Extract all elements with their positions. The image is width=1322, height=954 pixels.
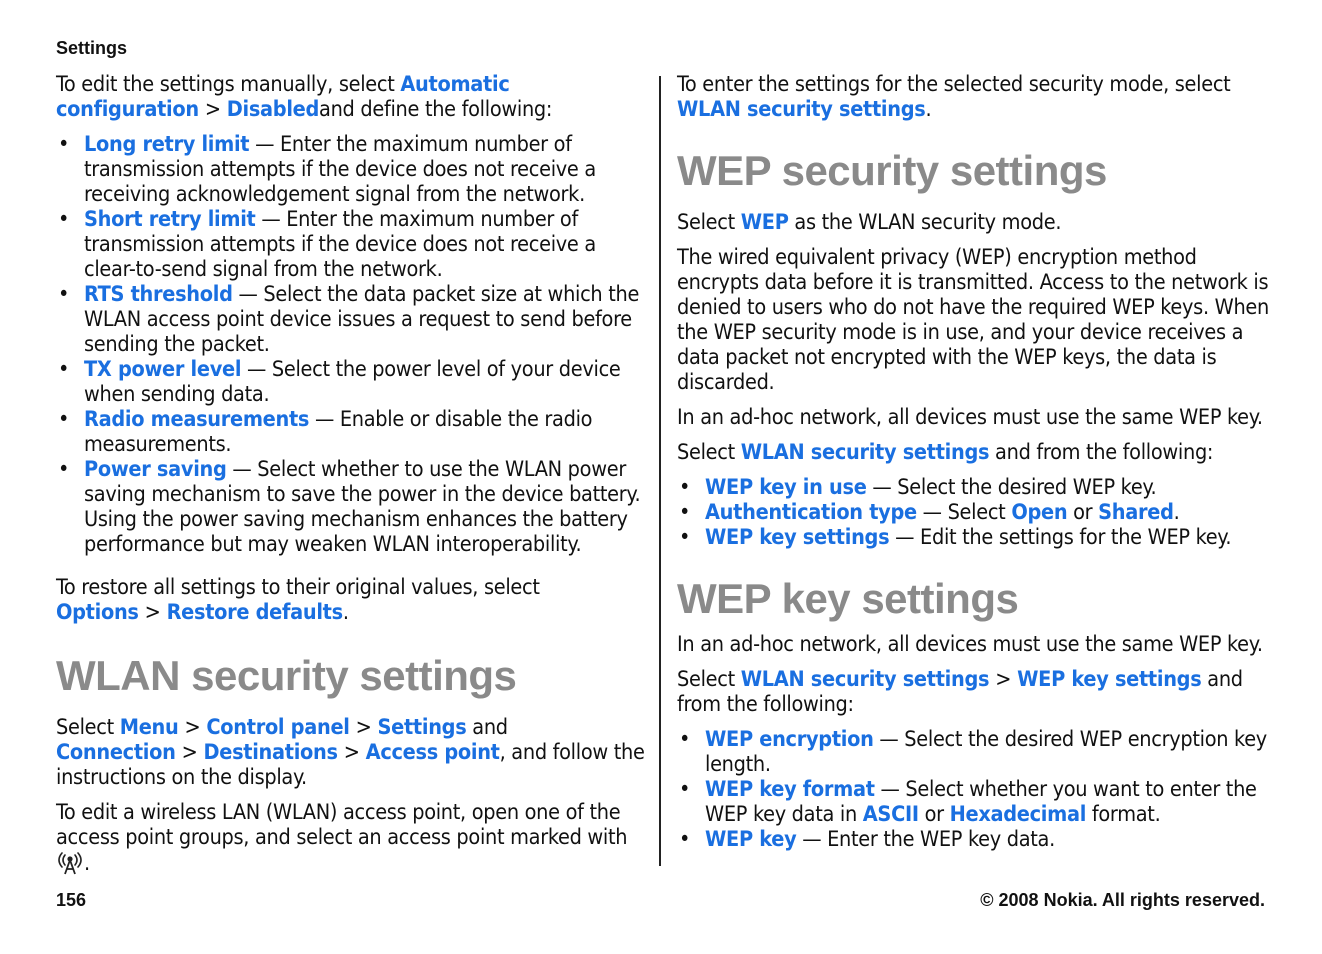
- left-column: [56, 72, 646, 892]
- link-wlan-security-settings[interactable]: WLAN security settings: [740, 667, 990, 692]
- link-restore-defaults[interactable]: Restore defaults: [166, 600, 343, 625]
- edit-ap-text-end: .: [84, 851, 90, 876]
- item-description: — Select whether to use the WLAN power saving mechanism to save the power in the device battery. Using the power saving mechanism enhances the battery performance but may weaken WLAN interoperability.: [84, 457, 641, 557]
- link-shared[interactable]: Shared: [1098, 500, 1174, 525]
- enter-text: To enter the settings for the selected security mode, select: [677, 72, 1231, 97]
- restore-paragraph: [56, 575, 646, 625]
- link-hexadecimal[interactable]: Hexadecimal: [949, 802, 1087, 827]
- item-description: — Enter the WEP key data.: [796, 827, 1055, 852]
- path-separator: >: [355, 715, 372, 740]
- item-description: — Edit the settings for the WEP key.: [889, 525, 1232, 550]
- link-radio-measurements[interactable]: Radio measurements: [84, 407, 310, 432]
- link-options[interactable]: Options: [56, 600, 139, 625]
- link-wlan-security-settings[interactable]: WLAN security settings: [677, 97, 926, 122]
- copyright-notice: © 2008 Nokia. All rights reserved.: [980, 890, 1265, 910]
- list-item: [56, 357, 646, 407]
- adhoc-paragraph: In an ad-hoc network, all devices must use the same WEP key.: [677, 405, 1263, 430]
- select-text-end: and from the following:: [677, 667, 1243, 717]
- link-automatic-configuration[interactable]: Automatic configuration: [56, 72, 510, 122]
- item-description: — Select the data packet size at which the WLAN access point device issues a request to send before sending the packet.: [84, 282, 640, 357]
- list-item: [56, 407, 646, 457]
- link-wep-encryption[interactable]: WEP encryption: [705, 727, 874, 752]
- link-wep-key-in-use[interactable]: WEP key in use: [705, 475, 867, 500]
- navigation-paragraph: [56, 715, 646, 790]
- link-wep-key-settings[interactable]: WEP key settings: [1017, 667, 1202, 692]
- nav-text-and: and: [466, 715, 508, 740]
- item-description: — Select whether you want to enter the WEP key data in: [705, 777, 1257, 827]
- link-authentication-type[interactable]: Authentication type: [705, 500, 917, 525]
- link-rts-threshold[interactable]: RTS threshold: [84, 282, 233, 307]
- restore-text-end: .: [342, 600, 349, 625]
- edit-ap-text: To edit a wireless LAN (WLAN) access point, open one of the access point groups, and select an access point marked with: [56, 800, 628, 850]
- link-destinations[interactable]: Destinations: [203, 740, 338, 765]
- intro-text-end: and define the following:: [319, 97, 553, 122]
- path-separator: >: [204, 97, 221, 122]
- wep-description-paragraph: The wired equivalent privacy (WEP) encryption method encrypts data before it is transmitted. Access to the network is denied to users who do not have the required WEP keys. When the WEP security mode is in use, and your device receives a data packet not encrypted with the WEP keys, the data is discarded.: [677, 245, 1269, 395]
- link-tx-power-level[interactable]: TX power level: [84, 357, 242, 382]
- link-control-panel[interactable]: Control panel: [206, 715, 350, 740]
- restore-text: To restore all settings to their original values, select: [56, 575, 540, 600]
- manual-config-paragraph: [56, 72, 646, 122]
- list-item: [56, 207, 646, 282]
- item-description: — Select the power level of your device when sending data.: [84, 357, 621, 407]
- path-separator: >: [184, 715, 201, 740]
- link-long-retry-limit[interactable]: Long retry limit: [84, 132, 250, 157]
- advanced-settings-list: [56, 132, 646, 557]
- select-wlan-paragraph: [677, 440, 1269, 465]
- link-wep[interactable]: WEP: [740, 210, 789, 235]
- column-divider: [659, 76, 661, 866]
- list-item: [677, 475, 1269, 500]
- running-header: Settings: [56, 38, 128, 58]
- list-item: [677, 500, 1269, 525]
- item-description: — Select the desired WEP encryption key length.: [705, 727, 1267, 777]
- intro-text: To edit the settings manually, select: [56, 72, 401, 97]
- heading-wep-key-settings: WEP key settings: [677, 575, 1019, 622]
- item-end: format.: [1086, 802, 1161, 827]
- enter-text-end: .: [925, 97, 932, 122]
- list-item: [677, 827, 1269, 852]
- item-description: — Enter the maximum number of transmission attempts if the device does not receive a clear-to-send signal from the network.: [84, 207, 596, 282]
- wep-security-options-list: [677, 475, 1269, 550]
- link-wlan-security-settings[interactable]: WLAN security settings: [740, 440, 990, 465]
- enter-settings-paragraph: [677, 72, 1269, 122]
- list-item: [56, 457, 646, 557]
- or-text: or: [1067, 500, 1099, 525]
- right-column: [677, 72, 1269, 870]
- path-separator: >: [181, 740, 198, 765]
- link-connection[interactable]: Connection: [56, 740, 176, 765]
- link-menu[interactable]: Menu: [119, 715, 179, 740]
- select-text-end: and from the following:: [989, 440, 1214, 465]
- select-text: Select: [677, 210, 741, 235]
- item-end: .: [1173, 500, 1180, 525]
- link-ascii[interactable]: ASCII: [862, 802, 919, 827]
- list-item: [677, 727, 1269, 777]
- link-disabled[interactable]: Disabled: [226, 97, 320, 122]
- list-item: [677, 777, 1269, 827]
- select-key-paragraph: [677, 667, 1269, 717]
- wlan-antenna-icon: [56, 850, 84, 882]
- nav-text: Select: [56, 715, 120, 740]
- wep-key-options-list: [677, 727, 1269, 852]
- item-description: — Enable or disable the radio measurements.: [84, 407, 593, 457]
- item-description: — Select the desired WEP key.: [866, 475, 1157, 500]
- list-item: [56, 132, 646, 207]
- link-access-point[interactable]: Access point: [365, 740, 500, 765]
- page-number: 156: [56, 890, 87, 910]
- link-wep-key-settings[interactable]: WEP key settings: [705, 525, 890, 550]
- path-separator: >: [144, 600, 161, 625]
- link-settings[interactable]: Settings: [377, 715, 467, 740]
- item-description: — Select: [916, 500, 1012, 525]
- link-short-retry-limit[interactable]: Short retry limit: [84, 207, 256, 232]
- select-text-end: as the WLAN security mode.: [788, 210, 1062, 235]
- link-wep-key-format[interactable]: WEP key format: [705, 777, 875, 802]
- select-wep-paragraph: [677, 210, 1269, 235]
- path-separator: >: [343, 740, 360, 765]
- select-text: Select: [677, 440, 741, 465]
- edit-access-point-paragraph: [56, 800, 646, 882]
- adhoc-paragraph-2: In an ad-hoc network, all devices must use the same WEP key.: [677, 632, 1263, 657]
- list-item: [677, 525, 1269, 550]
- link-power-saving[interactable]: Power saving: [84, 457, 227, 482]
- heading-wlan-security-settings: WLAN security settings: [56, 652, 517, 699]
- or-text: or: [918, 802, 950, 827]
- link-wep-key[interactable]: WEP key: [705, 827, 797, 852]
- nav-text-end: , and follow the instructions on the display.: [56, 740, 645, 790]
- heading-wep-security-settings: WEP security settings: [677, 147, 1107, 194]
- item-description: — Enter the maximum number of transmission attempts if the device does not receive a receiving acknowledgement signal from the network.: [84, 132, 596, 207]
- list-item: [56, 282, 646, 357]
- link-open[interactable]: Open: [1011, 500, 1068, 525]
- select-text: Select: [677, 667, 741, 692]
- path-separator: >: [995, 667, 1012, 692]
